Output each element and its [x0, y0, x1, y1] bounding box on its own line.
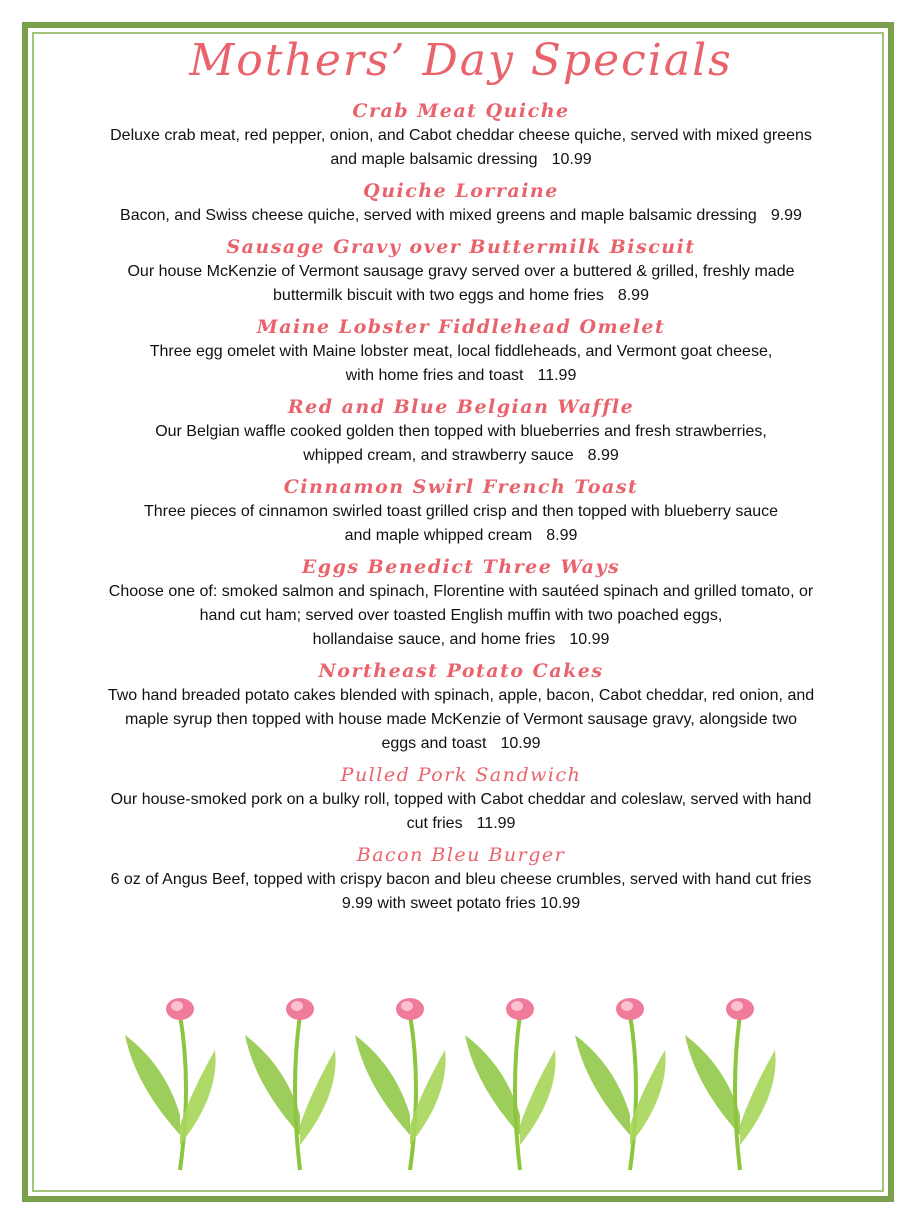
menu-item-name: Cinnamon Swirl French Toast — [283, 476, 639, 498]
menu-item — [40, 762, 882, 836]
menu-item-description: hollandaise sauce, and home fries 10.99 — [312, 631, 610, 648]
menu-item-description: Deluxe crab meat, red pepper, onion, and Cabot cheddar cheese quiche, served with mixed greens — [110, 127, 812, 144]
menu-item-name: Bacon Bleu Burger — [356, 844, 566, 866]
menu-item-name: Eggs Benedict Three Ways — [301, 556, 621, 578]
menu-item-name: Northeast Potato Cakes — [318, 660, 604, 682]
menu-item-price: 10.99 — [569, 631, 610, 648]
menu-item-description: and maple whipped cream 8.99 — [344, 527, 578, 544]
tulip-decoration — [100, 995, 820, 1175]
menu-item-price: 11.99 — [537, 367, 577, 384]
menu-item-description: whipped cream, and strawberry sauce 8.99 — [303, 447, 619, 464]
menu-item-name: Pulled Pork Sandwich — [340, 764, 582, 786]
menu-item — [40, 474, 882, 548]
menu-item-price: 11.99 — [476, 815, 516, 832]
menu-item — [40, 178, 882, 228]
menu-item-price: 8.99 — [587, 447, 619, 464]
menu-item-price: 10.99 — [551, 151, 592, 168]
menu-item-description: maple syrup then topped with house made McKenzie of Vermont sausage gravy, alongside two — [124, 711, 798, 728]
menu-item-name: Red and Blue Belgian Waffle — [287, 396, 635, 418]
menu-item-description: eggs and toast 10.99 — [381, 735, 541, 752]
tulip-icon — [125, 998, 216, 1170]
menu-item-description: hand cut ham; served over toasted English muffin with two poached eggs, — [199, 607, 723, 624]
tulip-icon — [245, 998, 336, 1170]
menu-item-price: 10.99 — [500, 735, 541, 752]
menu-item-description: 6 oz of Angus Beef, topped with crispy bacon and bleu cheese crumbles, served with hand cut fries — [110, 871, 812, 888]
menu-item-name: Sausage Gravy over Buttermilk Biscuit — [226, 236, 696, 258]
menu-item-name: Quiche Lorraine — [363, 180, 559, 202]
menu-item-price: 8.99 — [617, 287, 649, 304]
menu-item-description: 9.99 with sweet potato fries 10.99 — [341, 895, 581, 912]
menu-item — [40, 658, 882, 756]
menu-item — [40, 554, 882, 652]
menu-item — [40, 98, 882, 172]
menu-item-description: Three pieces of cinnamon swirled toast grilled crisp and then topped with blueberry sauce — [143, 503, 779, 520]
menu-title: Mothers’ Day Specials — [189, 35, 733, 86]
menu-item-description: Our house-smoked pork on a bulky roll, topped with Cabot cheddar and coleslaw, served with hand — [110, 791, 812, 808]
menu-item — [40, 842, 882, 916]
menu-item — [40, 234, 882, 308]
menu-item-price: 8.99 — [546, 527, 578, 544]
menu-items — [40, 98, 882, 916]
tulip-icon — [465, 998, 556, 1170]
menu-item-description: with home fries and toast 11.99 — [345, 367, 577, 384]
menu-item — [40, 394, 882, 468]
menu-item-description: Bacon, and Swiss cheese quiche, served with mixed greens and maple balsamic dressing 9.99 — [120, 207, 802, 224]
menu-content — [40, 30, 882, 916]
menu-item — [40, 314, 882, 388]
menu-item-description: Choose one of: smoked salmon and spinach, Florentine with sautéed spinach and grilled tomato, or — [108, 583, 814, 600]
menu-item-description: Three egg omelet with Maine lobster meat, local fiddleheads, and Vermont goat cheese, — [149, 343, 773, 360]
menu-item-description: and maple balsamic dressing 10.99 — [330, 151, 592, 168]
tulip-icon — [355, 998, 446, 1170]
menu-item-description: cut fries 11.99 — [406, 815, 516, 832]
tulip-icon — [575, 998, 666, 1170]
menu-item-description: Two hand breaded potato cakes blended with spinach, apple, bacon, Cabot cheddar, red onion, and — [107, 687, 815, 704]
menu-item-description: Our Belgian waffle cooked golden then topped with blueberries and fresh strawberries, — [155, 423, 767, 440]
menu-item-description: buttermilk biscuit with two eggs and home fries 8.99 — [273, 287, 649, 304]
menu-item-price: 9.99 — [770, 207, 802, 224]
tulip-icon — [685, 998, 776, 1170]
menu-item-name: Crab Meat Quiche — [352, 100, 570, 122]
menu-item-name: Maine Lobster Fiddlehead Omelet — [256, 316, 666, 338]
menu-item-description: Our house McKenzie of Vermont sausage gravy served over a buttered & grilled, freshly made — [127, 263, 795, 280]
